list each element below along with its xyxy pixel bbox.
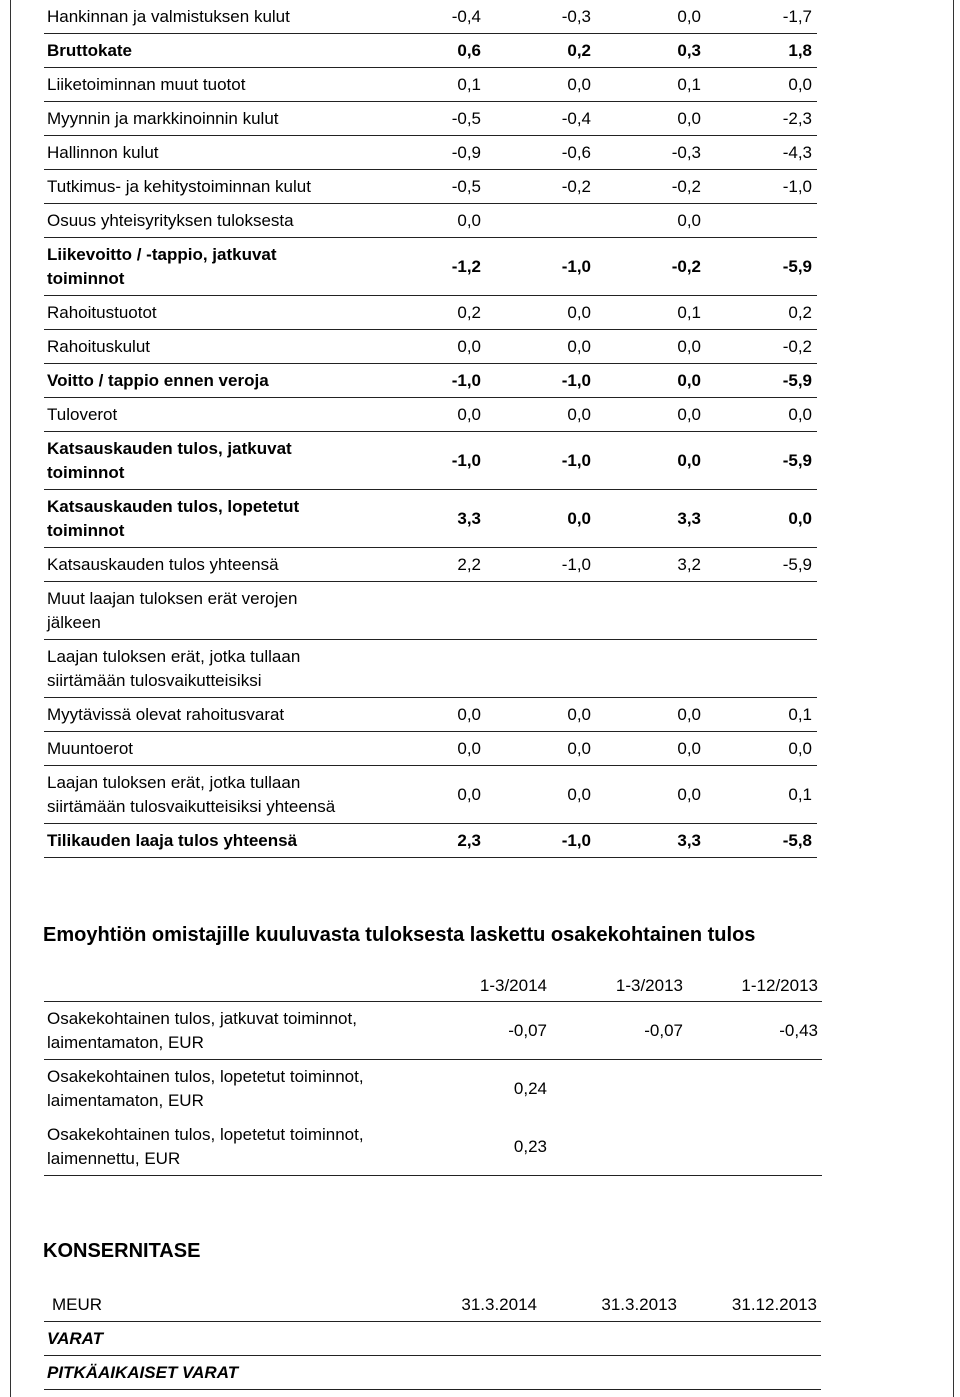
row-label: Laajan tuloksen erät, jotka tullaan siirtämään tulosvaikutteisiksi bbox=[47, 646, 301, 690]
value-q1-2013: -1,0 bbox=[561, 256, 591, 276]
value-q1-2014: 0,1 bbox=[457, 74, 481, 94]
value-q1-2013: 0,0 bbox=[567, 336, 591, 356]
table-row bbox=[44, 102, 817, 136]
value-col3: -0,2 bbox=[671, 176, 701, 196]
eps-value: -0,07 bbox=[644, 1020, 683, 1040]
value-fy-2013: -5,8 bbox=[782, 830, 812, 850]
balance-sheet-header-row bbox=[44, 1288, 821, 1322]
value-q1-2013: 0,0 bbox=[567, 404, 591, 424]
value-q1-2014: -0,5 bbox=[451, 176, 481, 196]
value-q1-2014: -1,0 bbox=[451, 450, 481, 470]
value-fy-2013: -5,9 bbox=[782, 450, 812, 470]
row-label: Bruttokate bbox=[47, 40, 133, 60]
table-row bbox=[44, 0, 817, 34]
value-q1-2014: -0,9 bbox=[451, 142, 481, 162]
row-label: Liikevoitto / -tappio, jatkuvat toiminnot bbox=[47, 244, 277, 288]
value-fy-2013 bbox=[702, 204, 812, 237]
income-statement-table bbox=[44, 0, 817, 858]
table-row bbox=[44, 238, 817, 296]
value-fy-2013: 0,1 bbox=[788, 704, 812, 724]
row-label: Tilikauden laaja tulos yhteensä bbox=[47, 830, 298, 850]
table-row bbox=[44, 136, 817, 170]
column-header: 1-3/2014 bbox=[479, 975, 547, 995]
table-row bbox=[44, 698, 817, 732]
table-row bbox=[44, 68, 817, 102]
row-label: Rahoituskulut bbox=[47, 336, 151, 356]
eps-value: -0,07 bbox=[508, 1020, 547, 1040]
row-label: Osuus yhteisyrityksen tuloksesta bbox=[47, 210, 294, 230]
value-fy-2013: 0,0 bbox=[788, 738, 812, 758]
table-row bbox=[44, 824, 817, 858]
value-col3: 0,0 bbox=[677, 784, 701, 804]
value-fy-2013: -5,9 bbox=[782, 554, 812, 574]
column-header: 1-3/2013 bbox=[615, 975, 683, 995]
value-col3: 0,0 bbox=[677, 370, 701, 390]
table-row bbox=[44, 170, 817, 204]
value-col3: 0,0 bbox=[677, 210, 701, 230]
value-q1-2013: -1,0 bbox=[561, 450, 591, 470]
row-label: Tutkimus- ja kehitystoiminnan kulut bbox=[47, 176, 311, 196]
value-fy-2013: 0,2 bbox=[788, 302, 812, 322]
table-row bbox=[44, 364, 817, 398]
value-col3: 0,0 bbox=[677, 738, 701, 758]
table-row bbox=[44, 582, 817, 640]
value-col3: 0,1 bbox=[677, 302, 701, 322]
table-row bbox=[44, 490, 817, 548]
value-col3: 3,3 bbox=[677, 830, 701, 850]
column-header: 31.12.2013 bbox=[731, 1294, 817, 1314]
value-fy-2013: 1,8 bbox=[788, 40, 812, 60]
row-label: Osakekohtainen tulos, lopetetut toiminnot, laimennettu, EUR bbox=[47, 1124, 364, 1168]
value-fy-2013: 0,0 bbox=[788, 404, 812, 424]
value-q1-2014: 3,3 bbox=[457, 508, 481, 528]
value-q1-2014: -1,0 bbox=[451, 370, 481, 390]
row-label: Muuntoerot bbox=[47, 738, 133, 758]
value-fy-2013: -2,3 bbox=[782, 108, 812, 128]
row-label: Muut laajan tuloksen erät verojen jälkeen bbox=[47, 588, 298, 632]
row-label: Hallinnon kulut bbox=[47, 142, 159, 162]
table-row bbox=[44, 432, 817, 490]
eps-table bbox=[44, 970, 822, 1176]
value-q1-2014: 0,0 bbox=[457, 704, 481, 724]
value-q1-2013: -1,0 bbox=[561, 830, 591, 850]
table-row bbox=[44, 296, 817, 330]
value-q1-2013: -0,4 bbox=[561, 108, 591, 128]
value-col3: 0,3 bbox=[677, 40, 701, 60]
balance-sheet-title: KONSERNITASE bbox=[43, 1240, 201, 1262]
value-col3: -0,3 bbox=[671, 142, 701, 162]
value-q1-2013: 0,0 bbox=[567, 784, 591, 804]
eps-value bbox=[678, 1118, 818, 1175]
value-col3: -0,2 bbox=[671, 256, 701, 276]
value-q1-2013: 0,0 bbox=[567, 302, 591, 322]
table-row bbox=[44, 204, 817, 238]
value-col3: 0,0 bbox=[677, 704, 701, 724]
section-row bbox=[44, 1356, 821, 1390]
value-fy-2013: -4,3 bbox=[782, 142, 812, 162]
row-label: Laajan tuloksen erät, jotka tullaan siirtämään tulosvaikutteisiksi yhteensä bbox=[47, 772, 336, 816]
value-fy-2013: -1,7 bbox=[782, 6, 812, 26]
table-row bbox=[44, 1060, 822, 1118]
table-row bbox=[44, 732, 817, 766]
section-row bbox=[44, 1322, 821, 1356]
value-q1-2014: -0,5 bbox=[451, 108, 481, 128]
value-q1-2013: 0,0 bbox=[567, 508, 591, 528]
value-q1-2014: 0,0 bbox=[457, 336, 481, 356]
value-q1-2013: -0,2 bbox=[561, 176, 591, 196]
column-header: 31.3.2013 bbox=[601, 1294, 677, 1314]
value-q1-2013: -1,0 bbox=[561, 370, 591, 390]
value-q1-2014: 0,6 bbox=[457, 40, 481, 60]
value-col3: 0,0 bbox=[677, 404, 701, 424]
eps-value bbox=[543, 1118, 683, 1175]
value-q1-2013: -0,6 bbox=[561, 142, 591, 162]
eps-value bbox=[678, 1060, 818, 1118]
value-col3: 0,1 bbox=[677, 74, 701, 94]
row-label: Osakekohtainen tulos, lopetetut toiminnot, laimentamaton, EUR bbox=[47, 1067, 364, 1110]
table-row bbox=[44, 640, 817, 698]
section-label: PITKÄAIKAISET VARAT bbox=[47, 1362, 239, 1382]
table-row bbox=[44, 34, 817, 68]
value-q1-2014: -1,2 bbox=[451, 256, 481, 276]
value-q1-2014: 2,3 bbox=[457, 830, 481, 850]
value-col3: 0,0 bbox=[677, 450, 701, 470]
row-label: Rahoitustuotot bbox=[47, 302, 157, 322]
table-row bbox=[44, 330, 817, 364]
value-fy-2013: -1,0 bbox=[782, 176, 812, 196]
value-fy-2013: 0,1 bbox=[788, 784, 812, 804]
value-q1-2013: 0,0 bbox=[567, 74, 591, 94]
row-label: Voitto / tappio ennen veroja bbox=[47, 370, 269, 390]
value-q1-2013 bbox=[481, 204, 591, 237]
value-q1-2014: 0,0 bbox=[457, 784, 481, 804]
value-q1-2013: -0,3 bbox=[561, 6, 591, 26]
unit-label: MEUR bbox=[52, 1294, 103, 1314]
balance-sheet-table bbox=[44, 1288, 821, 1390]
eps-value: -0,43 bbox=[779, 1020, 818, 1040]
row-label: Myynnin ja markkinoinnin kulut bbox=[47, 108, 279, 128]
row-label: Katsauskauden tulos yhteensä bbox=[47, 554, 279, 574]
value-fy-2013: -5,9 bbox=[782, 370, 812, 390]
value-fy-2013: 0,0 bbox=[788, 508, 812, 528]
table-row bbox=[44, 766, 817, 824]
column-header: 31.3.2014 bbox=[461, 1294, 537, 1314]
value-q1-2014: 0,0 bbox=[457, 210, 481, 230]
row-label: Katsauskauden tulos, lopetetut toiminnot bbox=[47, 496, 300, 540]
column-header: 1-12/2013 bbox=[741, 975, 818, 995]
value-q1-2013: 0,0 bbox=[567, 738, 591, 758]
value-col3: 0,0 bbox=[677, 6, 701, 26]
row-label: Tuloverot bbox=[47, 404, 118, 424]
table-row bbox=[44, 1118, 822, 1176]
value-fy-2013: -5,9 bbox=[782, 256, 812, 276]
row-label: Myytävissä olevat rahoitusvarat bbox=[47, 704, 285, 724]
value-fy-2013: -0,2 bbox=[782, 336, 812, 356]
value-q1-2014: 0,2 bbox=[457, 302, 481, 322]
value-q1-2014: 0,0 bbox=[457, 738, 481, 758]
eps-section-title: Emoyhtiön omistajille kuuluvasta tuloksesta laskettu osakekohtainen tulos bbox=[43, 924, 756, 946]
value-q1-2014: -0,4 bbox=[451, 6, 481, 26]
row-label: Katsauskauden tulos, jatkuvat toiminnot bbox=[47, 438, 292, 482]
value-q1-2014: 0,0 bbox=[457, 404, 481, 424]
eps-value: 0,24 bbox=[513, 1079, 547, 1098]
table-row bbox=[44, 548, 817, 582]
eps-value bbox=[543, 1060, 683, 1118]
row-label: Liiketoiminnan muut tuotot bbox=[47, 74, 246, 94]
row-label: Hankinnan ja valmistuksen kulut bbox=[47, 6, 290, 26]
value-col3: 3,2 bbox=[677, 554, 701, 574]
value-col3: 0,0 bbox=[677, 108, 701, 128]
value-fy-2013: 0,0 bbox=[788, 74, 812, 94]
section-label: VARAT bbox=[47, 1328, 104, 1348]
value-q1-2013: 0,0 bbox=[567, 704, 591, 724]
value-col3: 0,0 bbox=[677, 336, 701, 356]
table-row bbox=[44, 1002, 822, 1060]
value-q1-2013: -1,0 bbox=[561, 554, 591, 574]
value-q1-2013: 0,2 bbox=[567, 40, 591, 60]
value-q1-2014: 2,2 bbox=[457, 554, 481, 574]
table-row bbox=[44, 398, 817, 432]
row-label: Osakekohtainen tulos, jatkuvat toiminnot, laimentamaton, EUR bbox=[47, 1008, 357, 1052]
eps-value: 0,23 bbox=[513, 1136, 547, 1156]
eps-header-row bbox=[44, 970, 822, 1002]
value-col3: 3,3 bbox=[677, 508, 701, 528]
